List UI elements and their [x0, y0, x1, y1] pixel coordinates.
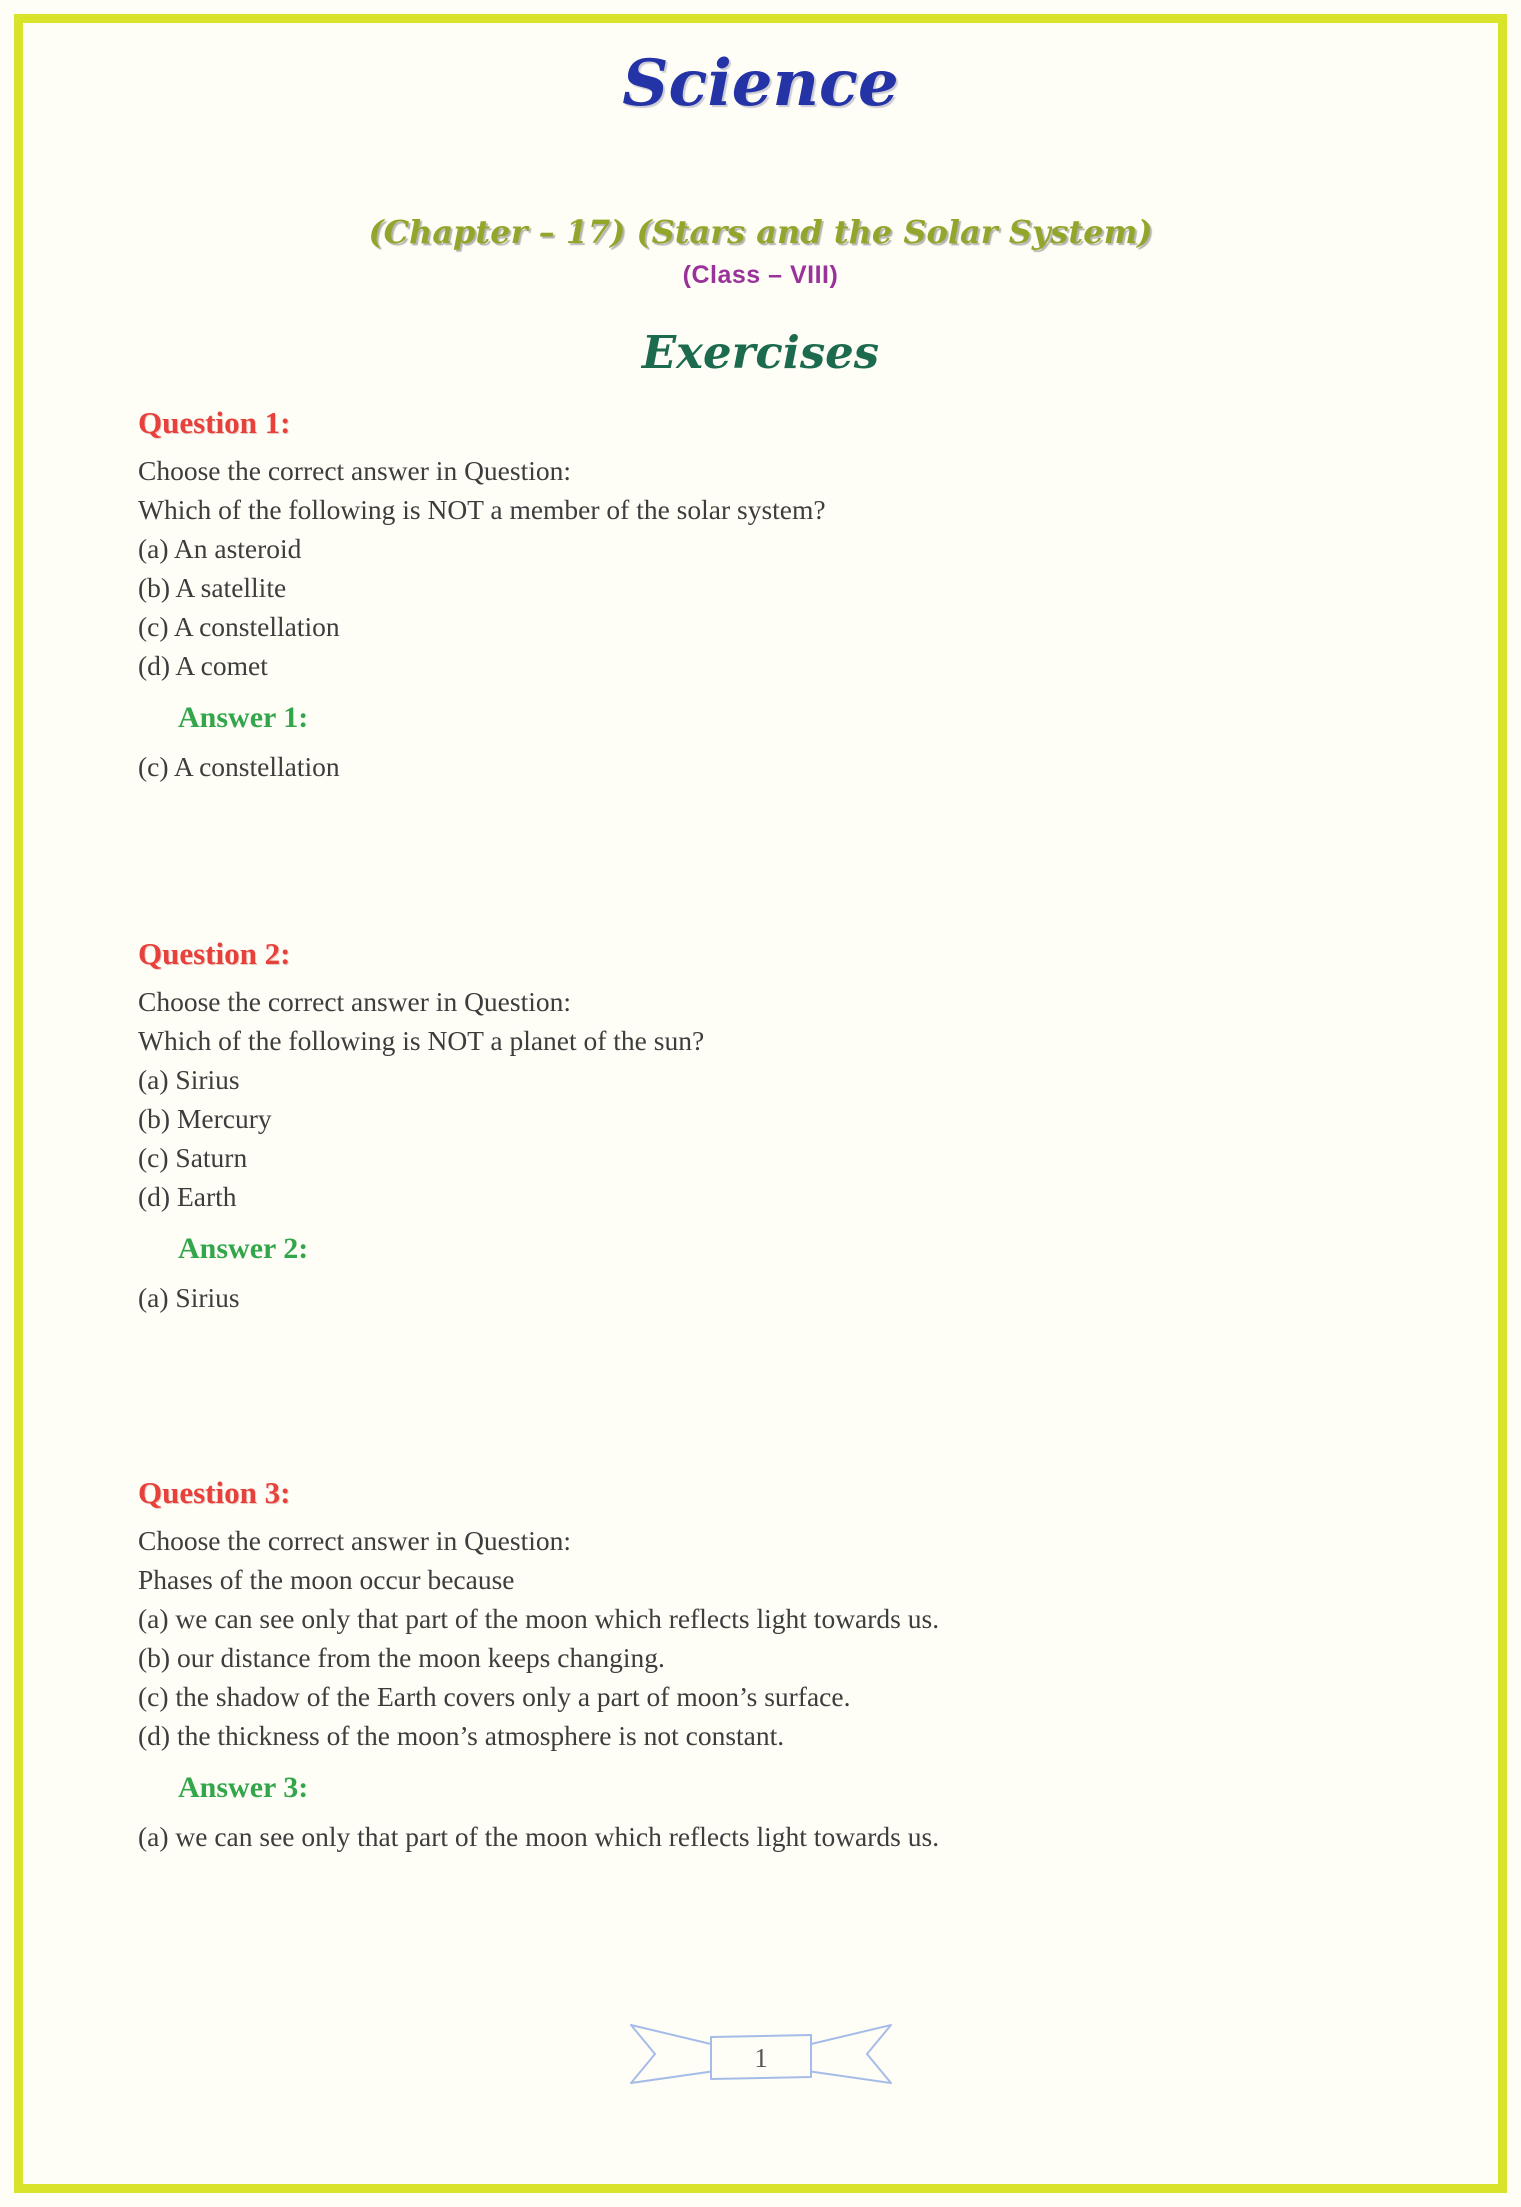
question-block-3 — [138, 1475, 1391, 1856]
ribbon-left-wing — [631, 2025, 715, 2083]
question-2-option-d: (d) Earth — [138, 1181, 237, 1212]
answer-2-text: (a) Sirius — [138, 1282, 240, 1313]
question-3-option-b: (b) our distance from the moon keeps changing. — [138, 1642, 665, 1673]
document-content — [0, 379, 1521, 1856]
page-number: 1 — [753, 2043, 768, 2073]
chapter-heading: (Chapter – 17) (Stars and the Solar System) — [368, 213, 1153, 251]
question-1-line: Choose the correct answer in Question: — [138, 455, 572, 486]
page-footer — [0, 2011, 1521, 2101]
question-1-option-a: (a) An asteroid — [138, 533, 302, 564]
question-block-2 — [138, 936, 1391, 1317]
answer-1-heading: Answer 1: — [178, 701, 309, 734]
question-3-line: Choose the correct answer in Question: — [138, 1525, 572, 1556]
answer-3-text: (a) we can see only that part of the moon which reflects light towards us. — [138, 1821, 940, 1852]
question-3-line: Phases of the moon occur because — [138, 1564, 515, 1595]
question-1-option-b: (b) A satellite — [138, 572, 287, 603]
question-1-option-d: (d) A comet — [138, 650, 268, 681]
question-2-option-a: (a) Sirius — [138, 1064, 240, 1095]
question-2-line: Choose the correct answer in Question: — [138, 986, 572, 1017]
question-block-1 — [138, 405, 1391, 786]
question-1-line: Which of the following is NOT a member of the solar system? — [138, 494, 826, 525]
question-3-option-d: (d) the thickness of the moon’s atmosphere is not constant. — [138, 1720, 785, 1751]
question-3-option-a: (a) we can see only that part of the moon which reflects light towards us. — [138, 1603, 940, 1634]
section-heading: Exercises — [641, 326, 880, 379]
ribbon-right-wing — [807, 2025, 891, 2083]
answer-2-heading: Answer 2: — [178, 1232, 309, 1265]
document-header — [0, 0, 1521, 379]
question-1-option-c: (c) A constellation — [138, 611, 340, 642]
question-3-option-c: (c) the shadow of the Earth covers only a part of moon’s surface. — [138, 1681, 851, 1712]
question-2-heading: Question 2: — [138, 936, 291, 971]
question-2-option-c: (c) Saturn — [138, 1142, 248, 1173]
page-title: Science — [622, 46, 899, 121]
answer-3-heading: Answer 3: — [178, 1771, 309, 1804]
question-2-line: Which of the following is NOT a planet of the sun? — [138, 1025, 705, 1056]
ribbon-banner-icon — [611, 2011, 911, 2101]
answer-1-text: (c) A constellation — [138, 751, 340, 782]
question-2-option-b: (b) Mercury — [138, 1103, 272, 1134]
class-heading: (Class – VIII) — [682, 261, 839, 289]
question-1-heading: Question 1: — [138, 405, 291, 440]
question-3-heading: Question 3: — [138, 1475, 291, 1510]
